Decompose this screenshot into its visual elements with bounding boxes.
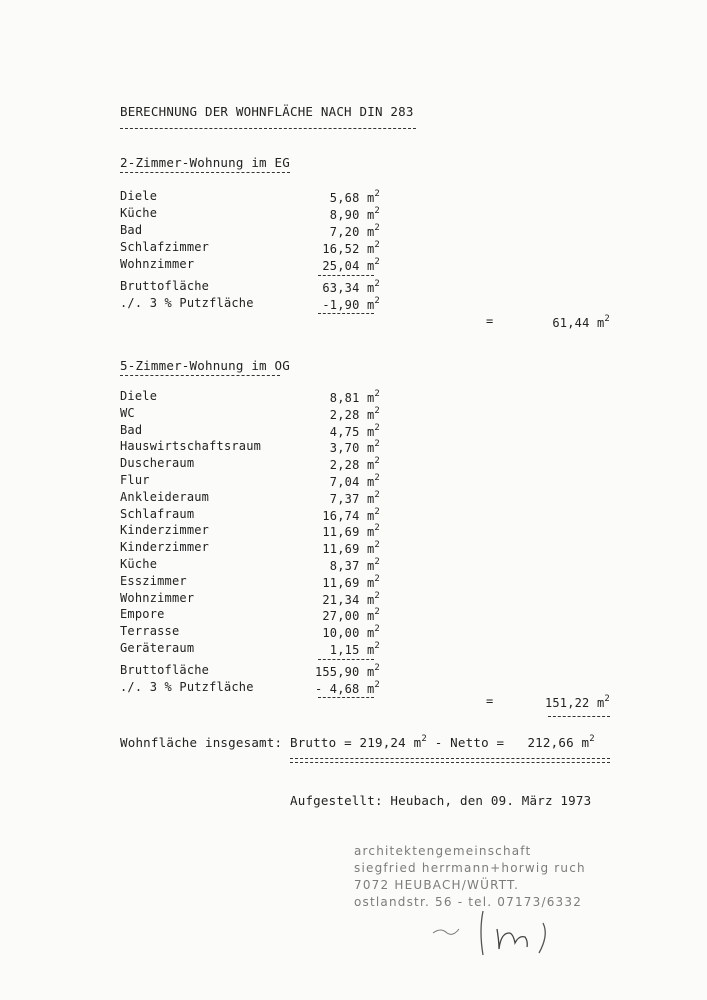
unit: m [366, 664, 375, 679]
og-netto-underline [548, 716, 610, 717]
unit-sup: 2 [604, 694, 610, 704]
unit-sup: 2 [589, 734, 595, 744]
unit: m [366, 259, 375, 273]
signature-graphic [425, 905, 585, 965]
room-area-value: 16,74 [322, 508, 360, 523]
brutto-label: Bruttofläche [120, 279, 210, 293]
unit-sup: 2 [374, 540, 380, 551]
unit-sup: 2 [374, 223, 380, 233]
og-heading: 5-Zimmer-Wohnung im OG [120, 358, 290, 373]
room-area [300, 490, 380, 506]
unit-sup: 2 [374, 206, 380, 216]
unit-sup: 2 [374, 506, 380, 517]
unit-sup: 2 [421, 734, 427, 744]
total-label: Wohnfläche insgesamt: [120, 735, 283, 750]
room-area [300, 591, 380, 607]
room-area-value: 25,04 [322, 259, 360, 273]
unit: m [366, 208, 375, 222]
unit: m [366, 407, 375, 422]
unit-sup: 2 [374, 557, 380, 567]
equals-sign: = [486, 694, 494, 708]
room-name: Küche [120, 557, 158, 571]
room-area-value: 7,20 [329, 225, 360, 239]
stamp-line-city: 7072 HEUBACH/WÜRTT. [354, 878, 520, 892]
unit-sup: 2 [374, 240, 380, 250]
room-area [300, 240, 380, 256]
room-area [300, 607, 380, 623]
unit: m [366, 592, 375, 607]
room-area [300, 439, 380, 455]
og-heading-underline [120, 375, 280, 376]
unit: m [366, 281, 375, 295]
putz-value: -1,90 [322, 298, 360, 312]
unit-sup: 2 [374, 439, 380, 450]
room-name: Diele [120, 389, 158, 403]
room-area [300, 574, 380, 590]
unit: m [366, 191, 375, 205]
unit: m [596, 696, 605, 710]
room-name: Duscheraum [120, 456, 195, 471]
room-name: Flur [120, 473, 150, 487]
room-area [300, 557, 380, 573]
room-name: Bad [120, 223, 143, 237]
eg-heading-underline [120, 172, 290, 173]
unit: m [366, 242, 375, 256]
unit-sup: 2 [374, 607, 380, 618]
brutto-value: 63,34 [322, 281, 360, 295]
putz-area [300, 680, 380, 696]
subtotal-rule [318, 659, 374, 660]
unit-sup: 2 [374, 624, 380, 635]
unit: m [366, 491, 375, 506]
unit-sup: 2 [374, 389, 380, 399]
document-title: BERECHNUNG DER WOHNFLÄCHE NACH DIN 283 [120, 104, 414, 119]
unit: m [366, 391, 375, 405]
unit: m [366, 575, 375, 590]
room-name: Kinderzimmer [120, 523, 210, 538]
room-name: Schlafzimmer [120, 240, 210, 254]
unit-sup: 2 [374, 573, 380, 584]
room-area-value: 21,34 [322, 592, 360, 607]
room-name: Geräteraum [120, 641, 195, 655]
unit: m [366, 508, 375, 523]
room-name: Küche [120, 206, 158, 220]
room-area-value: 8,90 [329, 208, 360, 222]
unit: m [366, 441, 375, 456]
unit: m [366, 525, 375, 540]
unit-sup: 2 [374, 641, 380, 651]
netto-area [530, 694, 610, 710]
netto-value: 151,22 [544, 696, 590, 710]
unit: m [366, 298, 375, 312]
unit-sup: 2 [374, 456, 380, 467]
room-area [300, 624, 380, 640]
putz-underline [318, 697, 374, 698]
unit: m [366, 424, 375, 439]
room-area-value: 8,81 [329, 391, 360, 405]
unit: m [413, 735, 422, 750]
room-name: Kinderzimmer [120, 540, 210, 555]
room-area-value: 11,69 [322, 575, 360, 590]
unit-sup: 2 [374, 279, 380, 289]
room-name: Wohnzimmer [120, 257, 195, 271]
total-netto-label: - Netto = [434, 735, 505, 750]
brutto-area [300, 279, 380, 295]
total-brutto-value: 219,24 [359, 735, 406, 750]
room-area [300, 641, 380, 657]
total-double-underline [290, 758, 610, 763]
room-area [300, 389, 380, 405]
architect-stamp [354, 843, 586, 911]
unit-sup: 2 [374, 473, 380, 483]
unit-sup: 2 [374, 662, 380, 673]
title-underline [120, 128, 416, 129]
unit-sup: 2 [374, 422, 380, 433]
equals-sign: = [486, 314, 494, 328]
room-area-value: 16,52 [322, 242, 360, 256]
room-area-value: 2,28 [329, 407, 360, 422]
unit-sup: 2 [374, 489, 380, 500]
room-area-value: 4,75 [329, 424, 360, 439]
room-area [300, 523, 380, 539]
unit: m [366, 458, 375, 473]
room-area [300, 189, 380, 205]
unit: m [366, 475, 375, 489]
putz-area [300, 296, 380, 312]
room-area-value: 8,37 [329, 559, 360, 573]
room-area [300, 456, 380, 472]
room-area-value: 7,04 [329, 475, 360, 489]
putz-label: ./. 3 % Putzfläche [120, 679, 254, 694]
unit-sup: 2 [374, 257, 380, 267]
stamp-line-firm: architektengemeinschaft [354, 844, 532, 858]
room-area [300, 223, 380, 239]
room-area [300, 423, 380, 439]
putz-underline [318, 313, 374, 314]
unit: m [366, 626, 375, 641]
unit: m [581, 735, 590, 750]
unit-sup: 2 [374, 405, 380, 416]
room-name: Esszimmer [120, 573, 187, 588]
unit: m [596, 316, 605, 330]
eg-heading: 2-Zimmer-Wohnung im EG [120, 155, 290, 170]
room-area-value: 7,37 [329, 491, 360, 506]
putz-value: - 4,68 [314, 681, 360, 696]
unit-sup: 2 [374, 590, 380, 601]
unit: m [366, 225, 375, 239]
total-brutto-label: Brutto = [289, 735, 352, 750]
room-area-value: 5,68 [329, 191, 360, 205]
netto-area [530, 314, 610, 330]
brutto-area [300, 663, 380, 679]
room-name: WC [120, 405, 135, 420]
room-name: Wohnzimmer [120, 590, 195, 605]
netto-value: 61,44 [552, 316, 590, 330]
stamp-line-names: siegfried herrmann+horwig ruch [354, 861, 586, 875]
subtotal-rule [318, 275, 374, 276]
room-area [300, 206, 380, 222]
room-area-value: 1,15 [329, 643, 360, 657]
room-name: Bad [120, 422, 143, 437]
room-area [300, 257, 380, 273]
room-area [300, 473, 380, 489]
room-name: Empore [120, 607, 165, 622]
unit: m [366, 559, 375, 573]
unit-sup: 2 [374, 189, 380, 199]
signed-line: Aufgestellt: Heubach, den 09. März 1973 [290, 793, 592, 808]
room-area [300, 540, 380, 556]
room-name: Hauswirtschaftsraum [120, 439, 262, 454]
room-name: Ankleideraum [120, 489, 210, 504]
unit-sup: 2 [374, 523, 380, 534]
room-area-value: 11,69 [322, 525, 360, 540]
room-area-value: 3,70 [329, 441, 360, 456]
total-netto-value: 212,66 [527, 735, 574, 750]
room-area-value: 10,00 [322, 626, 360, 641]
unit: m [366, 643, 375, 657]
total-line [120, 734, 595, 750]
unit-sup: 2 [604, 314, 610, 324]
unit: m [366, 542, 375, 557]
room-area [300, 406, 380, 422]
room-area-value: 27,00 [322, 609, 360, 624]
room-area-value: 2,28 [329, 458, 360, 473]
unit-sup: 2 [374, 679, 380, 690]
room-name: Diele [120, 189, 158, 203]
unit: m [366, 609, 375, 624]
brutto-label: Bruttofläche [120, 662, 210, 677]
room-area [300, 507, 380, 523]
putz-label: ./. 3 % Putzfläche [120, 296, 254, 310]
room-area-value: 11,69 [322, 542, 360, 557]
stamp-line-address: ostlandstr. 56 - tel. 07173/6332 [354, 895, 583, 909]
brutto-value: 155,90 [314, 664, 360, 679]
room-name: Schlafraum [120, 506, 195, 521]
room-name: Terrasse [120, 624, 180, 639]
unit-sup: 2 [374, 296, 380, 306]
unit: m [366, 681, 375, 696]
